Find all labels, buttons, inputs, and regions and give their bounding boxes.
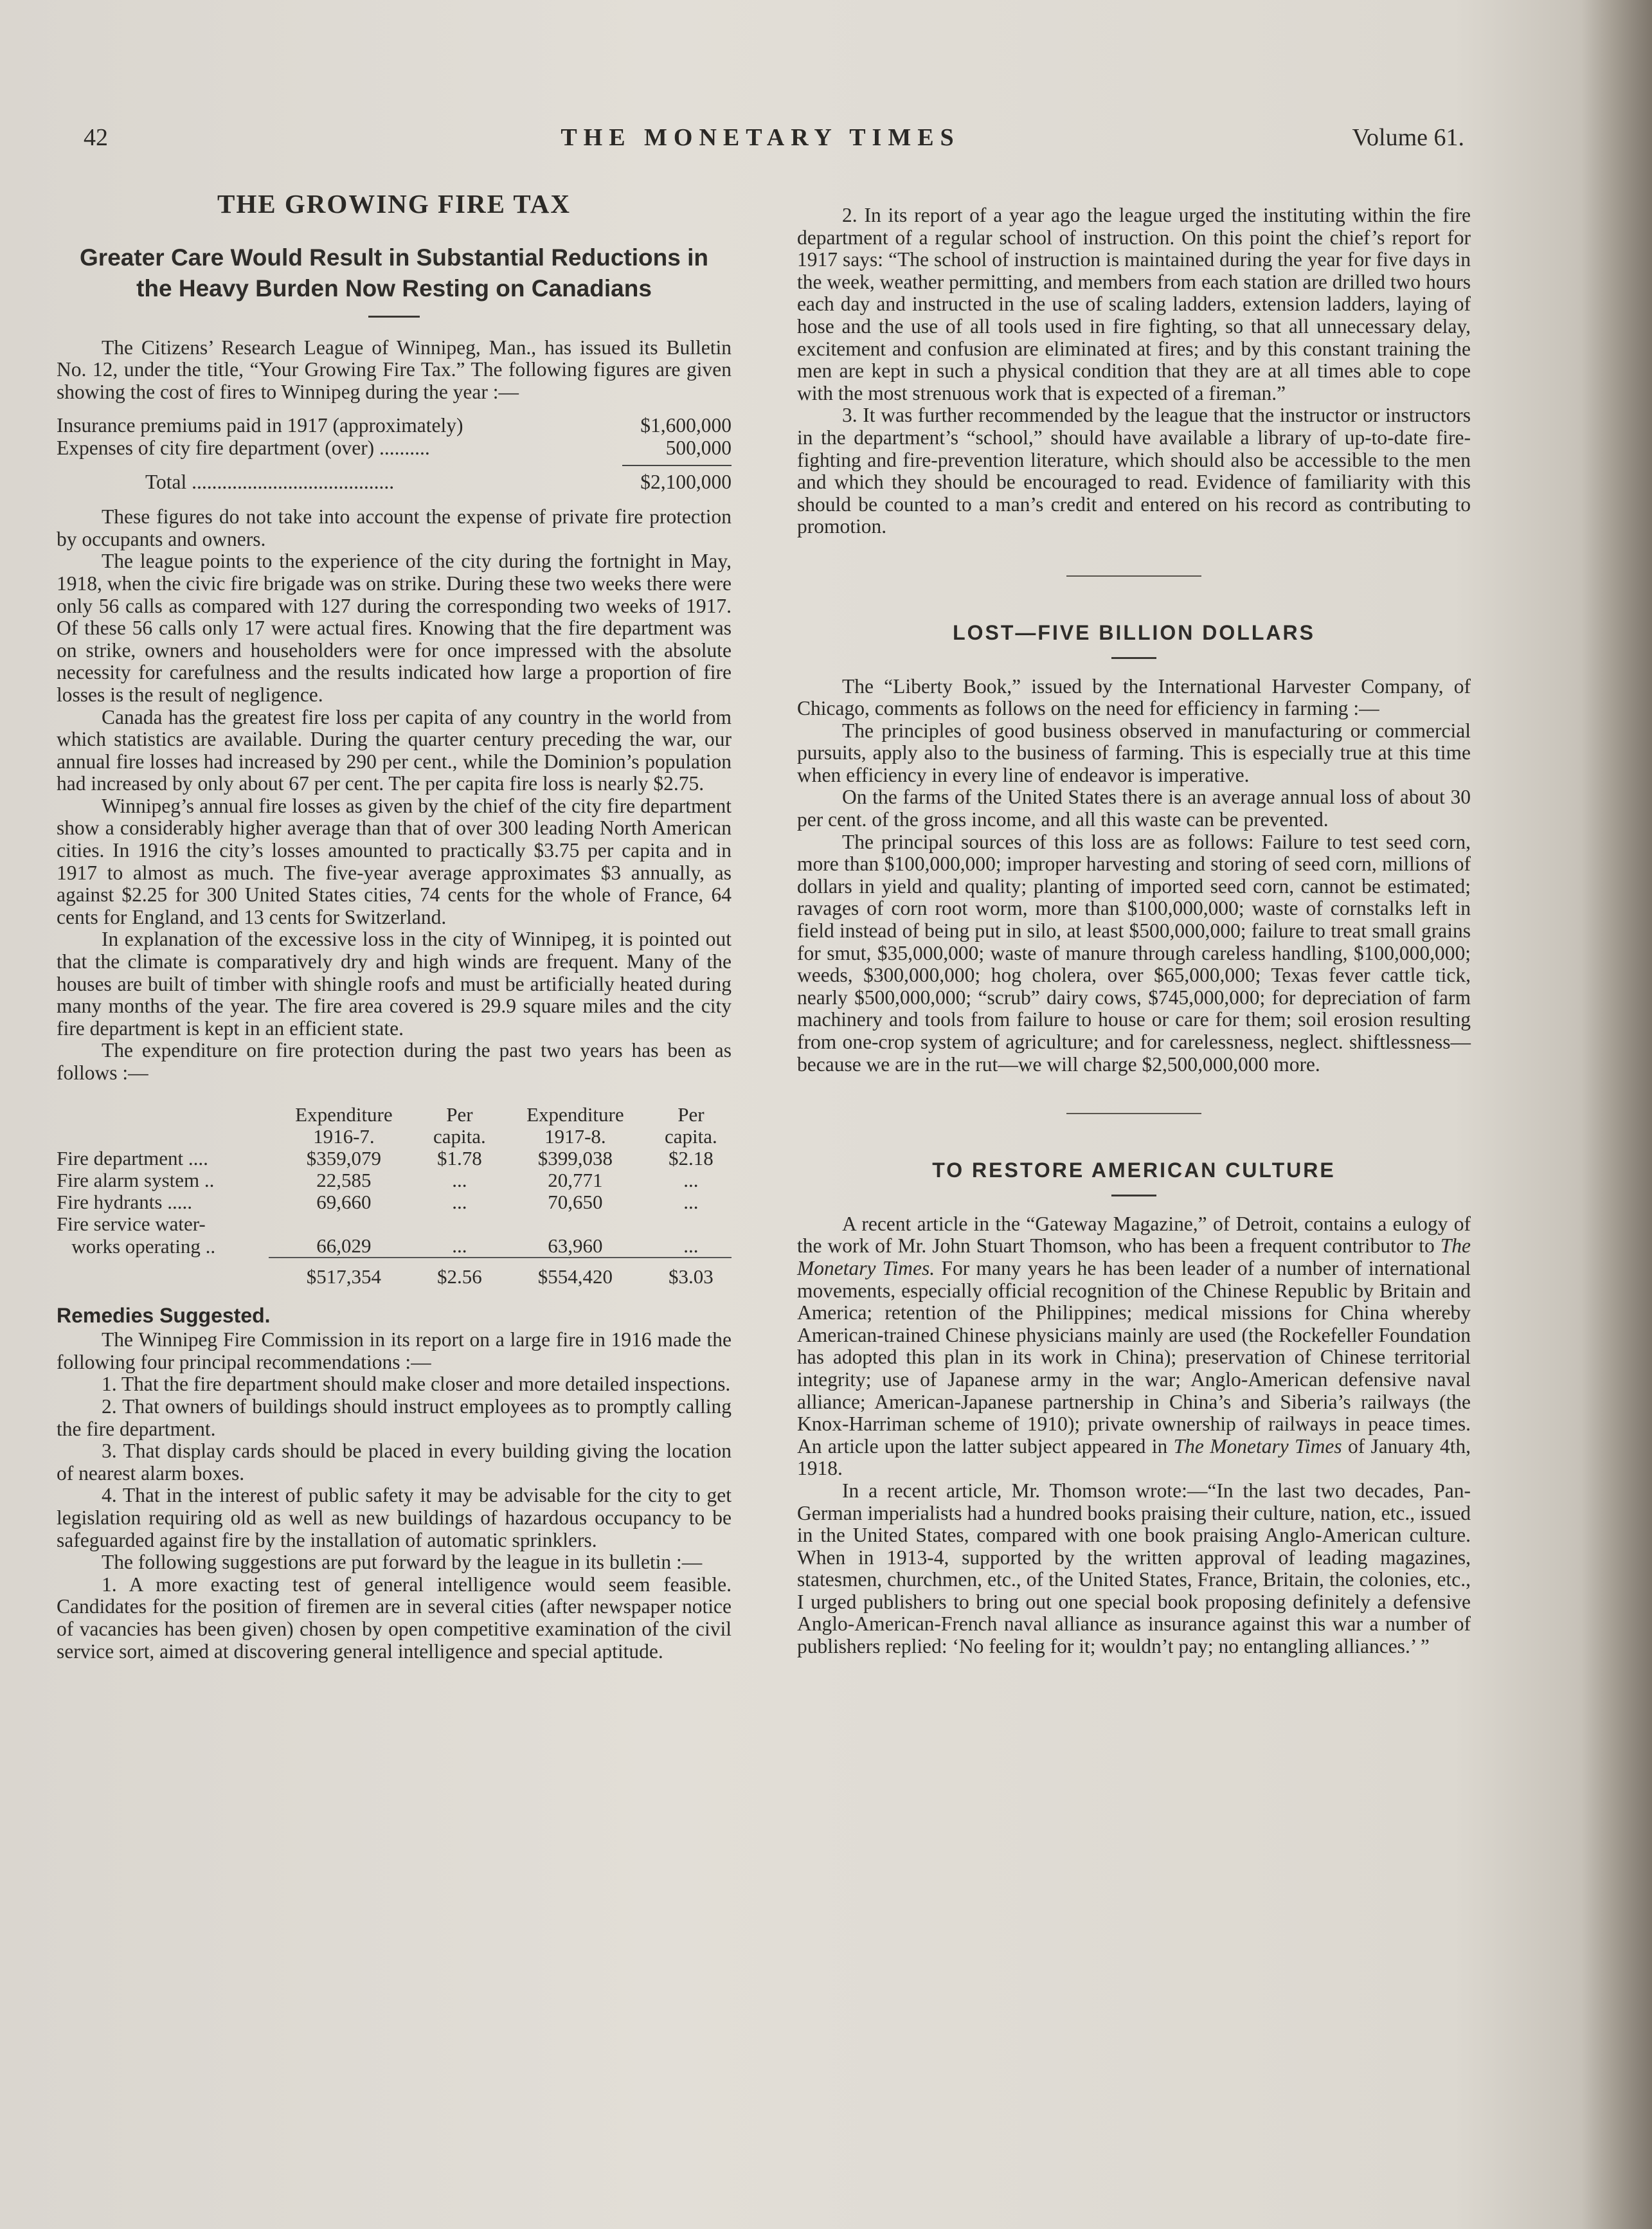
publication-name: The Monetary Times. [797,1234,1471,1279]
ledger-total-rule [622,465,732,466]
table-cell: Fire service water- [57,1212,206,1235]
remedies-heading: Remedies Suggested. [57,1303,271,1327]
table-cell: ... [452,1168,467,1191]
ledger-total-amount: $2,100,000 [640,470,732,493]
article-title-american-culture: TO RESTORE AMERICAN CULTURE [932,1159,1336,1182]
ledger-row [57,437,732,460]
paragraph: Canada has the greatest fire loss per capita of any country in the world from which statistics are available. During the quarter century preceding the war, our annual fire losses had increased by 290 per cent., while the Dominion’s population had increased by only about 67 per cent. The per capita fire loss is nearly $2.75. [57,705,732,795]
table-row [57,1191,732,1213]
table-cell: works operating .. [57,1234,216,1258]
table-header: Per capita. [433,1103,486,1148]
suggestion-item: 3. It was further recommended by the league that the instructor or instructors in the department’s “school,” should have available a library of up-to-date fire-fighting and fire-prevention literature, which should also be accessible to the men and which they should be encouraged to read. Evidence of familiarity with this should be counted to a man’s credit and entered on his record as contributing to promotion. [797,404,1471,538]
expenditure-table [57,1104,732,1288]
recommendation-item: 4. That in the interest of public safety it may be advisable for the city to get legislation requiring old as well as new buildings of hazardous occupancy to be safeguarded against fire by the installation of automatic sprinklers. [57,1484,732,1551]
table-row [57,1148,732,1169]
table-cell: 20,771 [548,1168,603,1191]
title-rule [368,316,420,318]
suggestion-item: 2. In its report of a year ago the league urged the instituting within the fire department of a regular school of instruction. On this point the chief’s report for 1917 says: “The school of instruction is maintained during the year for five days in the week, weather permitting, and members from each station are drilled two hours each day and instructed in the use of scaling ladders, extension ladders, laying of hose and the use of all tools used in fire fighting, so that all unnecessary delay, excitement and confusion are eliminated at fires; and by this constant training the men are kept in such a physical condition that they are at all times able to cope with the most strenuous work that is expected of a fireman.” [797,204,1471,404]
table-cell: 70,650 [548,1190,603,1213]
table-total-row [57,1258,732,1288]
table-total-cell: $3.03 [651,1258,732,1288]
paragraph: These figures do not take into account the expense of private fire protection by occupants and owners. [57,505,732,550]
paragraph: The expenditure on fire protection during the past two years has been as follows :— [57,1039,732,1084]
paragraph: The principal sources of this loss are as follows: Failure to test seed corn, more than $100,000,000; improper harvesting and storing of seed corn, millions of dollars in yield and quality; planting of imported seed corn, cannot be estimated; ravages of corn root worm, more than $100,000,000; waste of cornstalks left in field instead of being put in silo, at least $500,000,000; failure to treat small grains for smut, $35,000,000; waste of manure through careless handling, $100,000,000; weeds, $300,000,000; hog cholera, over $65,000,000; Texas fever cattle tick, nearly $500,000,000; “scrub” dairy cows, $745,000,000; for depreciation of farm machinery and tools from failure to house or care for them; soil erosion resulting from one-crop system of agriculture; and for carelessness, neglect. shiftlessness—because we are in the rut—we will charge $2,500,000,000 more. [797,830,1471,1076]
table-cell: 22,585 [316,1168,372,1191]
paragraph: The league points to the experience of the city during the fortnight in May, 1918, when the civic fire brigade was on strike. During these two weeks there were only 56 calls as compared with 127 during the corresponding two weeks of 1917. Of these 56 calls only 17 were actual fires. Knowing that the fire department was on strike, owners and householders were for once impressed with the absolute necessity for carefulness and the results indicated how large a proportion of fire losses is the result of negligence. [57,550,732,706]
ledger-row [57,415,732,437]
page-number: 42 [84,124,108,151]
book-spine-shadow [1581,0,1652,2229]
table-cell: Fire department .... [57,1146,208,1169]
ledger-amount: 500,000 [665,436,732,459]
ledger-label: Insurance premiums paid in 1917 (approximately) [57,415,463,437]
table-total-cell: $554,420 [500,1258,651,1288]
right-column [797,204,1471,1658]
running-title: THE MONETARY TIMES [561,124,960,151]
table-cell: 66,029 [316,1234,372,1257]
table-cell: $2.18 [669,1146,714,1169]
section-divider [1066,1113,1201,1114]
table-cell: $1.78 [437,1146,482,1169]
fire-cost-ledger [57,415,732,493]
ledger-label: Expenses of city fire department (over) .......... [57,437,430,459]
table-header: Expenditure 1916-7. [295,1103,393,1148]
table-cell: 63,960 [548,1234,603,1257]
ledger-total-label: Total ........................................ [145,471,395,493]
table-cell: ... [452,1190,467,1213]
recommendation-item: 3. That display cards should be placed in every building giving the location of nearest alarm boxes. [57,1439,732,1484]
suggestion-item: 1. A more exacting test of general intelligence would seem feasible. Candidates for the position of firemen are in several cities (after newspaper notice of vacancies has been given) chosen by open competitive examination of the civil service sort, aimed at discovering general intelligence and special aptitude. [57,1573,732,1663]
paragraph: In explanation of the excessive loss in the city of Winnipeg, it is pointed out that the climate is comparatively dry and high winds are frequent. Many of the houses are built of timber with shingle roofs and must be artificially heated during many months of the year. The fire area covered is 29.9 square miles and the city fire department is kept in an efficient state. [57,928,732,1040]
table-header-row [57,1104,732,1148]
title-rule [1111,657,1156,659]
table-total-cell: $2.56 [419,1258,500,1288]
paragraph: In a recent article, Mr. Thomson wrote:—“In the last two decades, Pan-German imperialists had a hundred books praising their culture, nation, etc., issued in the United States, compared with one book praising Anglo-American culture. When in 1913-4, supported by the written approval of leading magazines, statesmen, churchmen, etc., of the United States, France, Britain, the colonies, etc., I urged publishers to bring out one special book proposing definitely a defensive Anglo-American-French naval alliance as insurance against this war a number of publishers replied: ‘No feeling for it; wouldn’t pay; no entangling alliances.’ ” [797,1479,1471,1658]
table-cell: ... [452,1234,467,1257]
table-header: Per capita. [665,1103,717,1148]
paragraph: The following suggestions are put forward by the league in its bulletin :— [102,1551,703,1574]
table-row [57,1235,732,1258]
table-cell [419,1213,500,1235]
table-cell [269,1213,419,1235]
paragraph: The “Liberty Book,” issued by the International Harvester Company, of Chicago, comments as follows on the need for efficiency in farming :— [797,674,1471,720]
recommendation-item: 1. That the fire department should make closer and more detailed inspections. [102,1373,731,1396]
paragraph: On the farms of the United States there is an average annual loss of about 30 per cent. of the gross income, and all this waste can be prevented. [797,786,1471,831]
paragraph: The principles of good business observed in manufacturing or commercial pursuits, apply also to the business of farming. This is especially true at this time when efficiency in every line of endeavor is imperative. [797,719,1471,786]
table-total-cell: $517,354 [269,1258,419,1288]
paragraph: Winnipeg’s annual fire losses as given by the chief of the city fire department show a considerably higher average than that of over 300 leading North American cities. In 1916 the city’s losses amounted to practically $3.75 per capita and in 1917 to almost as much. The five-year average approximates $3 annually, as against $2.25 for 300 United States cities, 74 cents for the whole of France, 64 cents for England, and 13 cents for Switzerland. [57,794,732,928]
article-title-lost-billion: LOST—FIVE BILLION DOLLARS [953,620,1315,644]
table-header: Expenditure 1917-8. [526,1103,624,1148]
table-row [57,1213,732,1235]
article-subtitle-line-2: the Heavy Burden Now Resting on Canadians [136,275,652,302]
paragraph: The Winnipeg Fire Commission in its report on a large fire in 1916 made the following four principal recommendations :— [57,1328,732,1373]
table-cell: Fire alarm system .. [57,1168,215,1191]
table-cell: $399,038 [537,1146,613,1169]
article-subtitle-line-1: Greater Care Would Result in Substantial Reductions in [80,244,708,271]
ledger-amount: $1,600,000 [640,414,732,437]
table-cell [651,1213,732,1235]
article-title-fire-tax: THE GROWING FIRE TAX [217,189,571,219]
paragraph: A recent article in the “Gateway Magazine,” of Detroit, contains a eulogy of the work of Mr. John Stuart Thomson, who has been a frequent contributor to The Monetary Times. For many years he has been leader of a number of international movements, especially official recognition of the Chinese Republic by Britain and America; retention of the Philippines; medical missions for China whereby American-trained Chinese physicians mainly are used (the Rockefeller Foundation has adopted this plan in its work in China); preservation of Chinese territorial integrity; use of Japanese army in the war; Anglo-American defensive naval alliance; American-Japanese partnership in China’s and Siberia’s railways (the Knox-Harriman scheme of 1910); private ownership of railways in peace times. An article upon the latter subject appeared in The Monetary Times of January 4th, 1918. [797,1212,1471,1480]
table-cell: 69,660 [316,1190,372,1213]
volume-label: Volume 61. [1352,124,1464,151]
table-cell: ... [683,1190,699,1213]
table-cell: ... [683,1168,699,1191]
table-row [57,1169,732,1191]
section-divider [1066,575,1201,577]
table-cell [500,1213,651,1235]
table-cell: Fire hydrants ..... [57,1190,192,1213]
recommendation-item: 2. That owners of buildings should instruct employees as to promptly calling the fire department. [57,1394,732,1440]
paragraph: The Citizens’ Research League of Winnipeg, Man., has issued its Bulletin No. 12, under the title, “Your Growing Fire Tax.” The following figures are given showing the cost of fires to Winnipeg during the year :— [57,336,732,403]
title-rule [1111,1195,1156,1196]
ledger-total-row [145,471,732,494]
page-header [57,123,1464,162]
publication-name: The Monetary Times [1173,1434,1342,1457]
table-cell: ... [683,1234,699,1257]
left-column [57,189,732,1663]
table-cell: $359,079 [306,1146,382,1169]
